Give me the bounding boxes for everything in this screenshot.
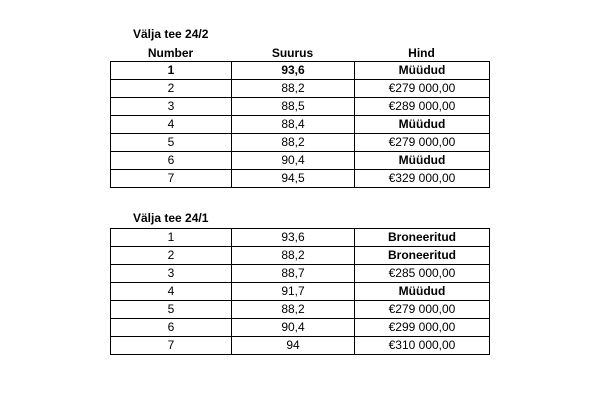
price-cell: €279 000,00 (355, 80, 490, 98)
table-row (111, 229, 490, 247)
number-cell: 4 (111, 116, 232, 134)
number-cell: 2 (111, 247, 232, 265)
number-cell: 5 (111, 301, 232, 319)
table-title-valja-tee-24-2: Välja tee 24/2 (133, 27, 209, 41)
price-cell: Müüdud (355, 62, 490, 80)
size-cell: 88,5 (232, 98, 355, 116)
price-table-valja-tee-24-2 (110, 61, 490, 188)
size-cell: 91,7 (232, 283, 355, 301)
price-cell: €279 000,00 (355, 301, 490, 319)
size-cell: 88,2 (232, 134, 355, 152)
table-row (111, 98, 490, 116)
number-cell: 3 (111, 265, 232, 283)
price-cell: Broneeritud (355, 229, 490, 247)
price-table-valja-tee-24-1 (110, 228, 490, 355)
column-header-size: Suurus (271, 46, 314, 60)
size-cell: 90,4 (232, 319, 355, 337)
table-row (111, 116, 490, 134)
table-row (111, 80, 490, 98)
number-cell: 4 (111, 283, 232, 301)
table-title-valja-tee-24-1: Välja tee 24/1 (133, 211, 209, 225)
table-row (111, 170, 490, 188)
price-cell: Müüdud (355, 116, 490, 134)
price-cell: €310 000,00 (355, 337, 490, 355)
table-row (111, 337, 490, 355)
size-cell: 88,4 (232, 116, 355, 134)
size-cell: 93,6 (232, 62, 355, 80)
table-row (111, 134, 490, 152)
price-cell: Broneeritud (355, 247, 490, 265)
number-cell: 5 (111, 134, 232, 152)
number-cell: 7 (111, 170, 232, 188)
price-cell: Müüdud (355, 283, 490, 301)
number-cell: 6 (111, 152, 232, 170)
size-cell: 88,2 (232, 80, 355, 98)
table-row (111, 301, 490, 319)
number-cell: 2 (111, 80, 232, 98)
price-cell: €285 000,00 (355, 265, 490, 283)
table-row (111, 283, 490, 301)
number-cell: 1 (111, 62, 232, 80)
table-row (111, 319, 490, 337)
number-cell: 7 (111, 337, 232, 355)
size-cell: 94 (232, 337, 355, 355)
table-row (111, 265, 490, 283)
size-cell: 88,2 (232, 301, 355, 319)
size-cell: 88,7 (232, 265, 355, 283)
price-cell: Müüdud (355, 152, 490, 170)
table-row (111, 247, 490, 265)
price-cell: €289 000,00 (355, 98, 490, 116)
size-cell: 90,4 (232, 152, 355, 170)
column-header-price: Hind (408, 46, 435, 60)
size-cell: 88,2 (232, 247, 355, 265)
size-cell: 94,5 (232, 170, 355, 188)
price-cell: €329 000,00 (355, 170, 490, 188)
table-row (111, 62, 490, 80)
number-cell: 1 (111, 229, 232, 247)
number-cell: 6 (111, 319, 232, 337)
price-cell: €279 000,00 (355, 134, 490, 152)
size-cell: 93,6 (232, 229, 355, 247)
column-header-number: Number (147, 46, 194, 60)
table-row (111, 152, 490, 170)
price-cell: €299 000,00 (355, 319, 490, 337)
number-cell: 3 (111, 98, 232, 116)
table-header-row (110, 45, 489, 61)
